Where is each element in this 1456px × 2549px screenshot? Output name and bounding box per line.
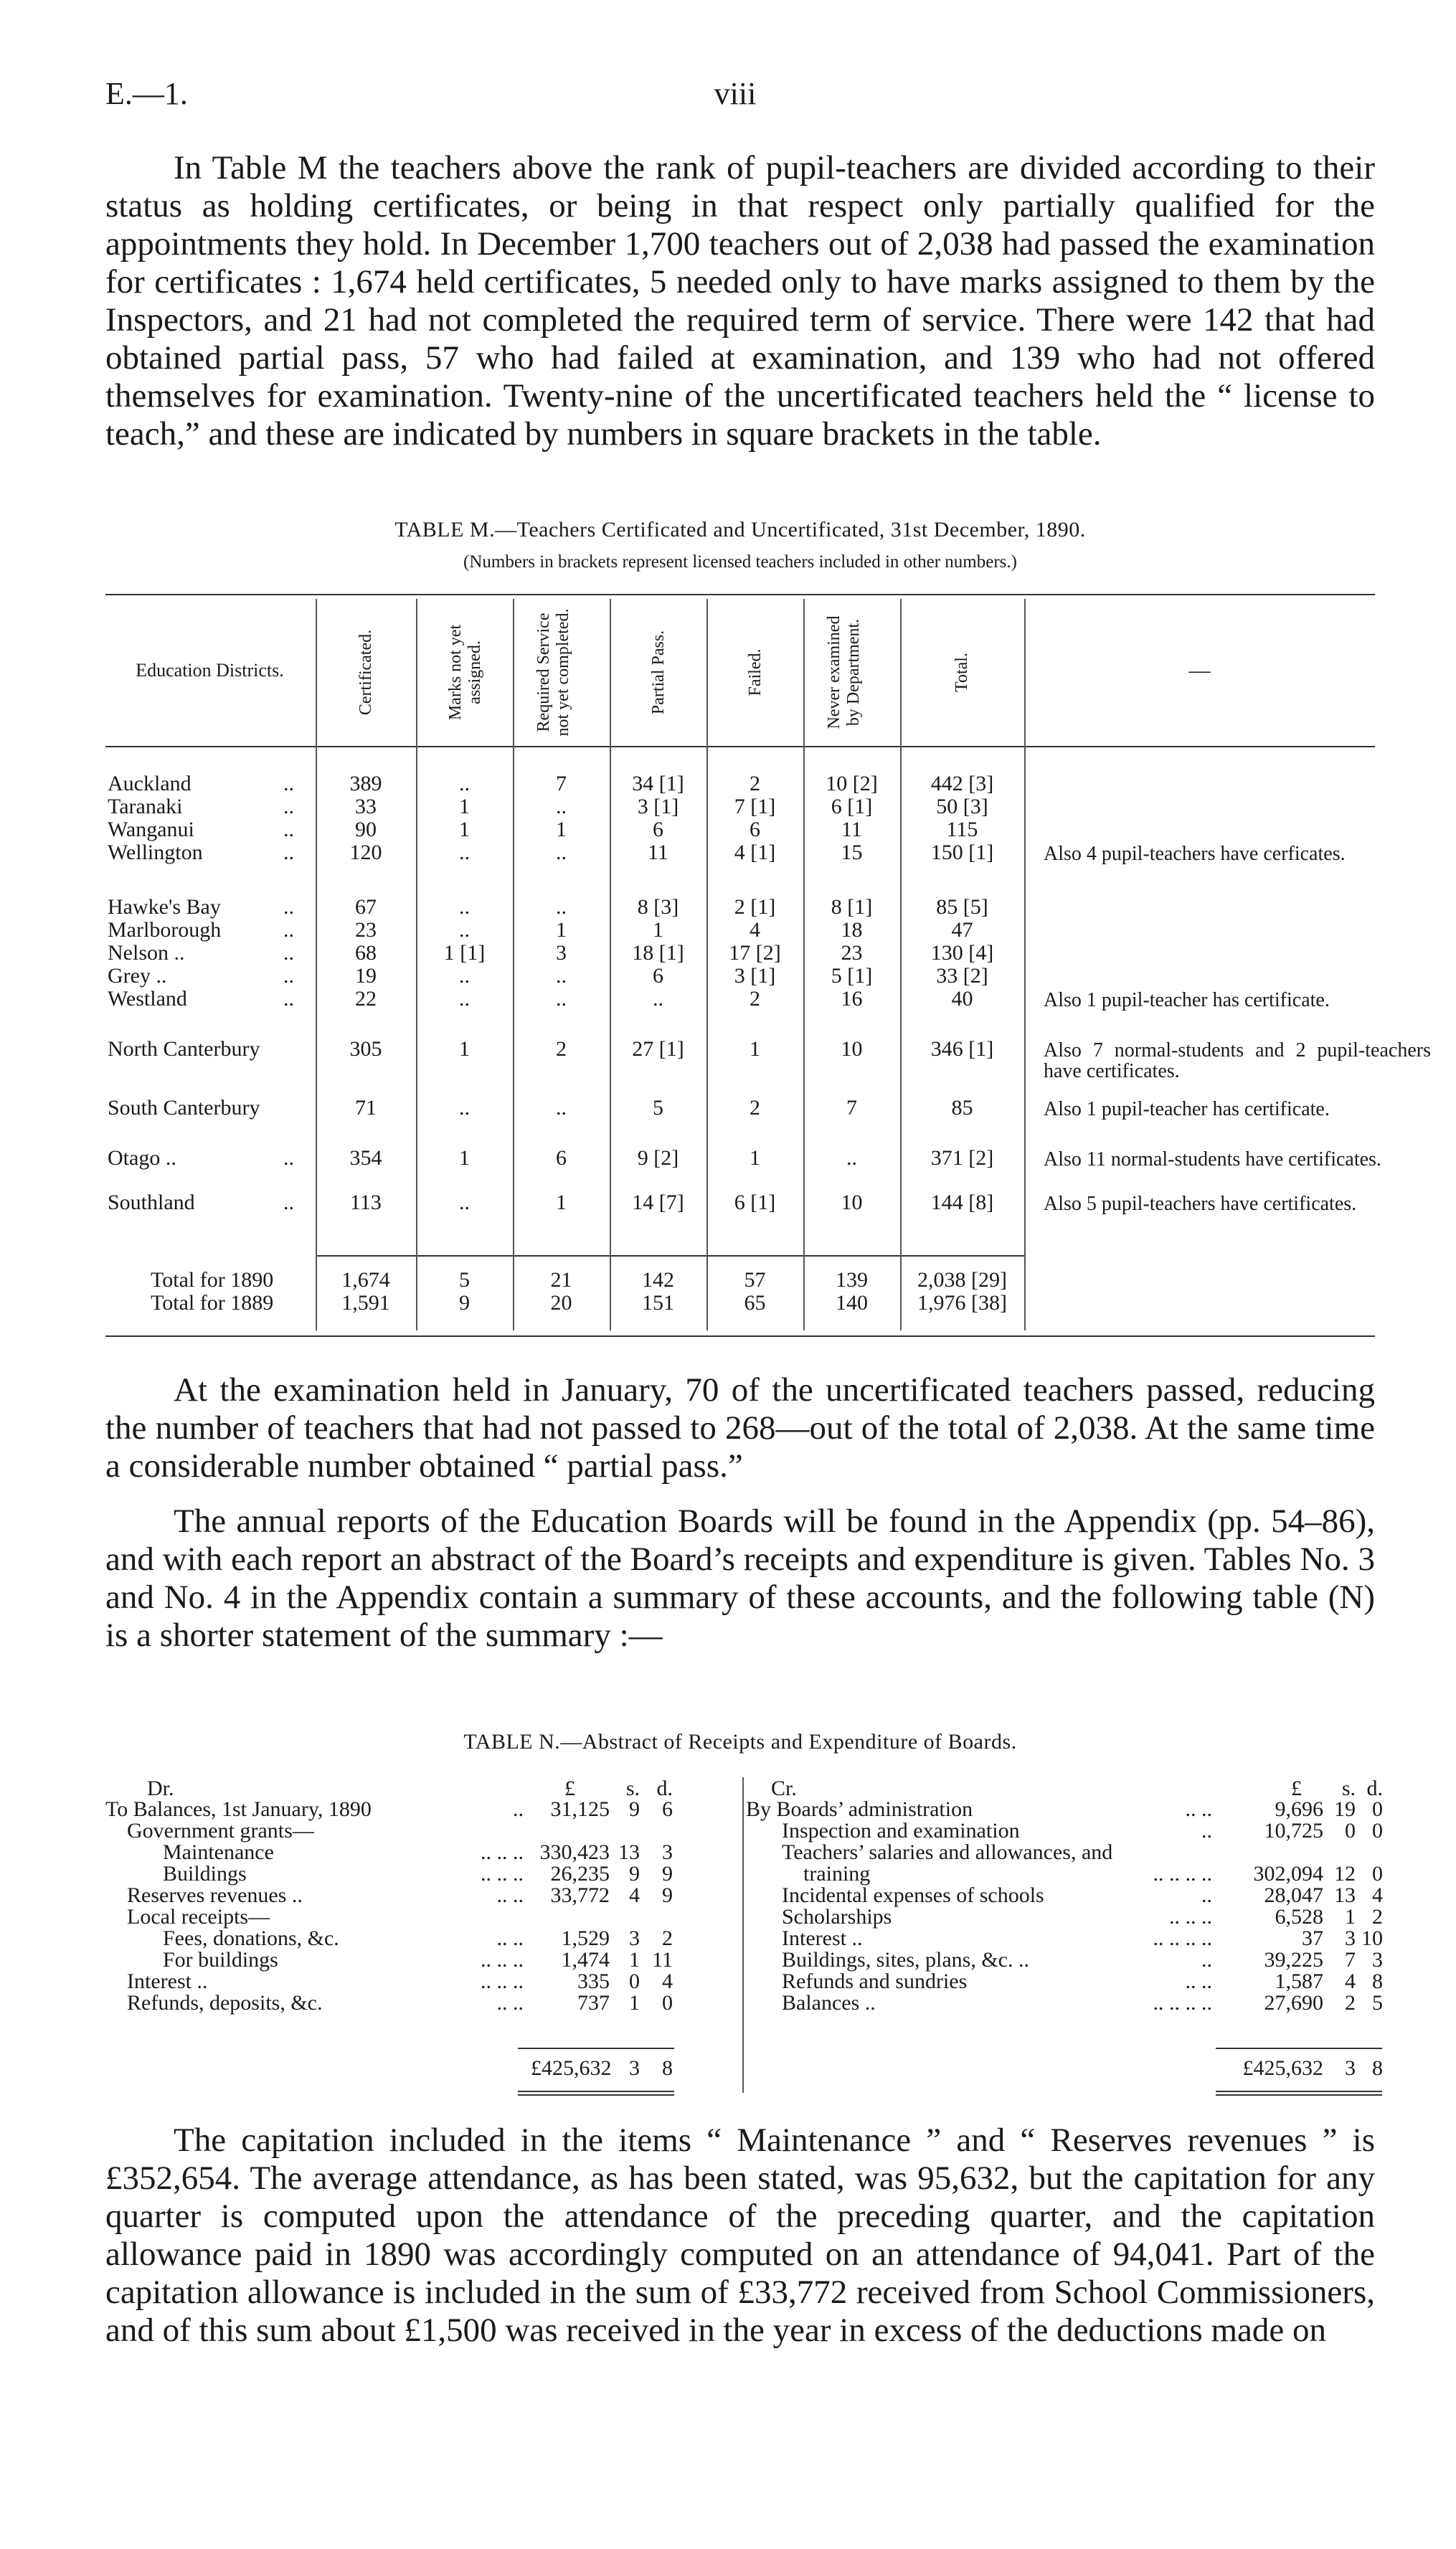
receipt-pounds: 330,423 (539, 1840, 610, 1864)
expenditure-pounds: 10,725 (1264, 1819, 1323, 1843)
cell-partial: .. (653, 987, 663, 1011)
remarks-note: Also 5 pupil-teachers have certificates. (1044, 1193, 1357, 1215)
cell-never: 10 [2] (826, 772, 878, 795)
expenditure-pence: 0 (1372, 1862, 1383, 1886)
expenditure-label: Inspection and examination (782, 1819, 1020, 1843)
total-cert: 1,674 (341, 1268, 390, 1292)
cell-serv: .. (556, 1096, 567, 1120)
cell-total: 47 (951, 918, 973, 942)
cell-never: 5 [1] (831, 964, 873, 988)
cell-total: 130 [4] (930, 941, 994, 965)
leader-dots: .. (283, 772, 294, 795)
receipt-shillings: 1 (629, 1948, 640, 1972)
total-total: 1,976 [38] (917, 1291, 1007, 1315)
receipt-label: Refunds, deposits, &c. (127, 1991, 323, 2015)
cell-partial: 18 [1] (632, 941, 684, 965)
remarks-note: Also 7 normal-students and 2 pupil-teachers have certificates. (1044, 1039, 1431, 1082)
paragraph-text: The capitation included in the items “ Maintenance ” and “ Reserves revenues ” is £352,654. The average attendance, as has been stated, was 95,632, but the capitation for any quarter is computed upon the attendance of the preceding quarter, and the capitation allowance paid in 1890 was accordingly computed on an attendance of 94,041. Part of the capitation allowance is included in the sum of £33,772 received from School Commissioners, and of this sum about £1,500 was received in the year in excess of the deductions made on (105, 2122, 1375, 2349)
sum-rule (1216, 2094, 1382, 2096)
leader-dots: .. (283, 941, 294, 965)
cell-serv: 1 (556, 918, 567, 942)
expenditure-shillings: 3 (1345, 1926, 1356, 1950)
total-partial: 142 (642, 1268, 674, 1292)
table-rule (105, 1335, 1375, 1337)
cell-never: 10 (841, 1191, 863, 1214)
sum-rule (518, 2094, 674, 2096)
district-column-header: Education Districts. (136, 660, 284, 681)
sum-rule (1216, 2048, 1382, 2049)
expenditure-label: Buildings, sites, plans, &c. .. (782, 1948, 1029, 1972)
cell-cert: 71 (355, 1096, 377, 1120)
cell-failed: 2 [1] (734, 895, 776, 919)
cell-total: 115 (946, 818, 978, 841)
sum-rule (1216, 2091, 1382, 2092)
cell-total: 150 [1] (930, 841, 994, 864)
total-serv: 20 (550, 1291, 572, 1315)
cell-never: 6 [1] (831, 795, 873, 818)
leader-dots: .. (283, 918, 294, 942)
right-total-pence: 8 (1372, 2056, 1383, 2080)
remarks-note: Also 1 pupil-teacher has certificate. (1044, 1098, 1330, 1120)
expenditure-pounds: 9,696 (1275, 1797, 1323, 1821)
total-failed: 65 (744, 1291, 766, 1315)
cell-failed: 2 (750, 772, 760, 795)
receipt-pence: 9 (662, 1883, 673, 1907)
receipt-pounds: 31,125 (550, 1797, 610, 1821)
expenditure-shillings: 4 (1345, 1969, 1356, 1993)
cell-total: 85 [5] (936, 895, 988, 919)
leader-dots: .. (1201, 1948, 1212, 1972)
leader-dots: .. (283, 795, 294, 818)
expenditure-pence: 0 (1372, 1797, 1383, 1821)
leader-dots: .. .. .. (481, 1862, 524, 1886)
cell-total: 85 (951, 1096, 973, 1120)
expenditure-pounds: 27,690 (1264, 1991, 1323, 2015)
total-serv: 21 (550, 1268, 572, 1292)
paragraph-examination (105, 1371, 1375, 1485)
cell-marks: 1 [1] (443, 941, 486, 965)
page-reference: E.—1. (105, 76, 188, 111)
table-m-caption: TABLE M.—Teachers Certificated and Uncertificated, 31st December, 1890. (394, 518, 1086, 542)
pounds-header-left: £ (564, 1777, 575, 1800)
leader-dots: .. .. (496, 1991, 524, 2015)
district-name: Marlborough (108, 918, 222, 942)
cell-marks: .. (459, 1191, 470, 1214)
expenditure-label: Balances .. (782, 1991, 876, 2015)
leader-dots: .. (1201, 1883, 1212, 1907)
expenditure-pounds: 28,047 (1264, 1883, 1323, 1907)
receipt-label: Interest .. (127, 1969, 208, 1993)
expenditure-pence: 10 (1361, 1926, 1383, 1950)
pounds-header-right: £ (1291, 1777, 1302, 1800)
leader-dots: .. .. .. (481, 1948, 524, 1972)
cell-failed: 6 (750, 818, 760, 841)
table-col-divider (316, 599, 317, 1330)
expenditure-pence: 5 (1372, 1991, 1383, 2015)
cell-partial: 8 [3] (637, 895, 679, 919)
cell-total: 144 [8] (930, 1191, 994, 1214)
cell-marks: 1 (459, 1037, 470, 1061)
district-name: South Canterbury (108, 1096, 260, 1120)
cell-never: .. (846, 1146, 857, 1170)
cell-cert: 22 (355, 987, 377, 1011)
cell-marks: 1 (459, 818, 470, 841)
cell-marks: .. (459, 1096, 470, 1120)
left-total-shillings: 3 (629, 2056, 640, 2080)
receipt-label: To Balances, 1st January, 1890 (105, 1797, 372, 1821)
receipt-shillings: 1 (629, 1991, 640, 2015)
cell-never: 10 (841, 1037, 863, 1061)
cell-serv: 1 (556, 818, 567, 841)
remarks-note: Also 11 normal-students have certificates. (1044, 1148, 1381, 1171)
table-col-divider (513, 599, 514, 1330)
cell-partial: 34 [1] (632, 772, 684, 795)
table-col-divider (900, 599, 902, 1330)
receipt-shillings: 0 (629, 1969, 640, 1993)
total-marks: 5 (459, 1268, 470, 1292)
table-col-divider (416, 599, 417, 1330)
cell-partial: 9 [2] (637, 1146, 679, 1170)
receipt-shillings: 3 (629, 1926, 640, 1950)
cell-failed: 1 (750, 1037, 760, 1061)
leader-dots: .. .. .. (1169, 1905, 1212, 1929)
left-total-pence: 8 (662, 2056, 673, 2080)
cell-never: 8 [1] (831, 895, 873, 919)
receipt-pence: 2 (662, 1926, 673, 1950)
receipt-shillings: 13 (618, 1840, 640, 1864)
district-name: Grey .. (108, 964, 167, 988)
leader-dots: .. (283, 1146, 294, 1170)
cell-partial: 5 (653, 1096, 663, 1120)
paragraph-text: At the examination held in January, 70 of the uncertificated teachers passed, reducing the number of teachers that had not passed to 268—out of the total of 2,038. At the same time a considerable number obtained “ partial pass.” (105, 1371, 1375, 1485)
total-never: 140 (836, 1291, 868, 1315)
leader-dots: .. (283, 841, 294, 864)
expenditure-label: Scholarships (782, 1905, 892, 1929)
cell-never: 7 (846, 1096, 857, 1120)
cell-partial: 6 (653, 818, 663, 841)
district-name: Wellington (108, 841, 203, 864)
expenditure-shillings: 0 (1345, 1819, 1356, 1843)
cell-failed: 17 [2] (729, 941, 781, 965)
receipt-shillings: 4 (629, 1883, 640, 1907)
col-header-partial-pass: Partial Pass. (649, 630, 668, 715)
expenditure-pounds: 302,094 (1253, 1862, 1323, 1886)
leader-dots: .. .. .. .. (1153, 1991, 1212, 2015)
cell-cert: 23 (355, 918, 377, 942)
cell-marks: .. (459, 895, 470, 919)
cell-marks: .. (459, 987, 470, 1011)
cell-marks: .. (459, 772, 470, 795)
expenditure-label: Incidental expenses of schools (782, 1883, 1044, 1907)
cell-serv: 3 (556, 941, 567, 965)
district-name: Otago .. (108, 1146, 176, 1170)
receipt-pence: 3 (662, 1840, 673, 1864)
expenditure-shillings: 1 (1345, 1905, 1356, 1929)
receipt-shillings: 9 (629, 1862, 640, 1886)
expenditure-label: Teachers’ salaries and allowances, and (782, 1840, 1113, 1864)
page-number: viii (714, 76, 757, 111)
expenditure-pence: 4 (1372, 1883, 1383, 1907)
cell-serv: 2 (556, 1037, 567, 1061)
expenditure-pence: 0 (1372, 1819, 1383, 1843)
cell-total: 33 [2] (936, 964, 988, 988)
cell-failed: 6 [1] (734, 1191, 776, 1214)
expenditure-shillings: 13 (1334, 1883, 1356, 1907)
pence-header-right: d. (1366, 1777, 1383, 1800)
cell-partial: 14 [7] (632, 1191, 684, 1214)
col-header-failed: Failed. (746, 648, 765, 696)
table-col-divider (1024, 599, 1026, 1330)
cell-serv: 7 (556, 772, 567, 795)
cell-never: 11 (841, 818, 862, 841)
cell-never: 16 (841, 987, 863, 1011)
cell-partial: 3 [1] (637, 795, 679, 818)
cell-failed: 4 (750, 918, 760, 942)
cell-serv: 1 (556, 1191, 567, 1214)
cell-cert: 90 (355, 818, 377, 841)
leader-dots: .. .. (496, 1926, 524, 1950)
district-name: Nelson .. (108, 941, 185, 965)
leader-dots: .. (283, 818, 294, 841)
cell-serv: .. (556, 987, 567, 1011)
cell-cert: 68 (355, 941, 377, 965)
cell-cert: 19 (355, 964, 377, 988)
receipt-pounds: 1,474 (561, 1948, 610, 1972)
cell-partial: 6 (653, 964, 663, 988)
expenditure-pounds: 37 (1302, 1926, 1323, 1950)
dr-label: Dr. (147, 1777, 174, 1800)
cell-cert: 67 (355, 895, 377, 919)
table-col-divider (803, 599, 805, 1330)
receipt-pounds: 26,235 (550, 1862, 610, 1886)
receipt-pounds: 33,772 (550, 1883, 610, 1907)
shillings-header-right: s. (1341, 1777, 1356, 1800)
receipt-label: Maintenance (163, 1840, 274, 1864)
cell-cert: 113 (350, 1191, 382, 1214)
col-header-service-not-completed: Required Service not yet completed. (534, 608, 572, 737)
cell-failed: 2 (750, 1096, 760, 1120)
cell-cert: 33 (355, 795, 377, 818)
expenditure-shillings: 19 (1334, 1797, 1356, 1821)
expenditure-pounds: 1,587 (1275, 1969, 1323, 1993)
cell-serv: .. (556, 795, 567, 818)
expenditure-label: training (803, 1862, 871, 1886)
cell-serv: .. (556, 964, 567, 988)
receipt-pence: 9 (662, 1862, 673, 1886)
total-partial: 151 (642, 1291, 674, 1315)
sum-rule (518, 2091, 674, 2092)
receipt-pounds: 335 (577, 1969, 610, 1993)
right-total-shillings: 3 (1345, 2056, 1356, 2080)
leader-dots: .. .. (1185, 1969, 1212, 1993)
cell-total: 50 [3] (936, 795, 988, 818)
receipt-label: Government grants— (127, 1819, 314, 1843)
table-rule (105, 746, 1375, 747)
cell-cert: 120 (349, 841, 382, 864)
expenditure-pence: 8 (1372, 1969, 1383, 1993)
district-name: Auckland (108, 772, 192, 795)
cell-serv: 6 (556, 1146, 567, 1170)
cell-never: 18 (841, 918, 863, 942)
cell-cert: 389 (349, 772, 382, 795)
cell-partial: 1 (653, 918, 663, 942)
cell-marks: 1 (459, 795, 470, 818)
leader-dots: .. (283, 964, 294, 988)
receipt-label: Fees, donations, &c. (163, 1926, 339, 1950)
expenditure-shillings: 7 (1345, 1948, 1356, 1972)
leader-dots: .. .. .. .. (1153, 1926, 1212, 1950)
total-label: Total for 1890 (151, 1268, 274, 1292)
receipt-pence: 11 (652, 1948, 673, 1972)
receipt-label: Buildings (163, 1862, 247, 1886)
total-cert: 1,591 (341, 1291, 390, 1315)
expenditure-pence: 2 (1372, 1905, 1383, 1929)
remarks-note: Also 4 pupil-teachers have cerficates. (1044, 843, 1346, 865)
receipt-pounds: 1,529 (561, 1926, 610, 1950)
table-rule (316, 1255, 1024, 1257)
expenditure-label: Interest .. (782, 1926, 863, 1950)
receipt-pence: 0 (662, 1991, 673, 2015)
leader-dots: .. (1201, 1819, 1212, 1843)
leader-dots: .. (283, 987, 294, 1011)
cell-total: 40 (951, 987, 973, 1011)
leader-dots: .. (283, 1191, 294, 1214)
leader-dots: .. (513, 1797, 524, 1821)
col-header-never-examined: Never examined by Department. (825, 615, 863, 729)
col-header-remarks: — (1188, 658, 1211, 682)
cell-marks: .. (459, 964, 470, 988)
total-failed: 57 (744, 1268, 766, 1292)
right-total-pounds: £425,632 (1242, 2056, 1323, 2080)
total-never: 139 (836, 1268, 868, 1292)
expenditure-label: By Boards’ administration (746, 1797, 973, 1821)
table-col-divider (706, 599, 708, 1330)
expenditure-pounds: 39,225 (1264, 1948, 1323, 1972)
cell-marks: .. (459, 841, 470, 864)
cell-marks: .. (459, 918, 470, 942)
table-m-subcaption: (Numbers in brackets represent licensed teachers included in other numbers.) (463, 552, 1017, 572)
shillings-header-left: s. (625, 1777, 640, 1800)
cell-failed: 4 [1] (734, 841, 776, 864)
cell-total: 346 [1] (930, 1037, 994, 1061)
receipt-label: Reserves revenues .. (127, 1883, 303, 1907)
receipt-pounds: 737 (577, 1991, 610, 2015)
leader-dots: .. .. (1185, 1797, 1212, 1821)
receipt-pence: 6 (662, 1797, 673, 1821)
paragraph-capitation (105, 2122, 1375, 2350)
cell-failed: 3 [1] (734, 964, 776, 988)
cell-cert: 305 (349, 1037, 382, 1061)
remarks-note: Also 1 pupil-teacher has certificate. (1044, 989, 1330, 1011)
receipt-pence: 4 (662, 1969, 673, 1993)
cell-never: 15 (841, 841, 863, 864)
left-total-pounds: £425,632 (531, 2056, 612, 2080)
total-total: 2,038 [29] (917, 1268, 1007, 1292)
cell-total: 371 [2] (930, 1146, 994, 1170)
total-marks: 9 (459, 1291, 470, 1315)
cell-failed: 2 (750, 987, 760, 1011)
sum-rule (518, 2048, 674, 2049)
pence-header-left: d. (656, 1777, 673, 1800)
cell-partial: 27 [1] (632, 1037, 684, 1061)
expenditure-label: Refunds and sundries (782, 1969, 968, 1993)
expenditure-shillings: 12 (1334, 1862, 1356, 1886)
district-name: Taranaki (108, 795, 183, 818)
receipt-shillings: 9 (629, 1797, 640, 1821)
leader-dots: .. (283, 895, 294, 919)
col-header-total: Total. (952, 653, 971, 692)
table-n-caption: TABLE N.—Abstract of Receipts and Expenditure of Boards. (463, 1730, 1017, 1754)
paragraph-text: In Table M the teachers above the rank of pupil-teachers are divided according to their status as holding certificates, or being in that respect only partially qualified for the appointments they hold. In December 1,700 teachers out of 2,038 had passed the examination for certificates : 1,674 held certificates, 5 needed only to have marks assigned to them by the Inspectors, and 21 had not completed the required term of service. There were 142 that had obtained partial pass, 57 who had failed at examination, and 139 who had not offered themselves for examination. Twenty-nine of the uncertificated teachers held the “ license to teach,” and these are indicated by numbers in square brackets in the table. (105, 149, 1375, 453)
cr-label: Cr. (771, 1777, 797, 1800)
expenditure-shillings: 2 (1345, 1991, 1356, 2015)
leader-dots: .. .. .. (481, 1840, 524, 1864)
leader-dots: .. .. .. (481, 1969, 524, 1993)
receipt-label: Local receipts— (127, 1905, 270, 1929)
cell-never: 23 (841, 941, 863, 965)
paragraph-text: The annual reports of the Education Boards will be found in the Appendix (pp. 54–86), and with each report an abstract of the Board’s receipts and expenditure is given. Tables No. 3 and No. 4 in the Appendix contain a summary of these accounts, and the following table (N) is a shorter statement of the summary :— (105, 1503, 1375, 1654)
cell-serv: .. (556, 895, 567, 919)
receipt-label: For buildings (163, 1948, 278, 1972)
expenditure-pounds: 6,528 (1275, 1905, 1323, 1929)
table-rule (105, 594, 1375, 595)
district-name: North Canterbury (108, 1037, 260, 1061)
district-name: Westland (108, 987, 187, 1011)
cell-serv: .. (556, 841, 567, 864)
total-label: Total for 1889 (151, 1291, 274, 1315)
cell-cert: 354 (349, 1146, 382, 1170)
cell-total: 442 [3] (930, 772, 994, 795)
cell-failed: 1 (750, 1146, 760, 1170)
cell-failed: 7 [1] (734, 795, 776, 818)
col-header-certificated: Certificated. (356, 629, 375, 716)
cell-marks: 1 (459, 1146, 470, 1170)
cell-partial: 11 (648, 841, 668, 864)
leader-dots: .. .. (496, 1883, 524, 1907)
district-name: Wanganui (108, 818, 194, 841)
district-name: Southland (108, 1191, 195, 1214)
paragraph-annual-reports (105, 1503, 1375, 1655)
col-header-marks-not-assigned: Marks not yet assigned. (446, 624, 484, 721)
table-col-divider (610, 599, 611, 1330)
expenditure-pence: 3 (1372, 1948, 1383, 1972)
table-n-divider (742, 1777, 744, 2093)
leader-dots: .. .. .. .. (1153, 1862, 1212, 1886)
district-name: Hawke's Bay (108, 895, 221, 919)
paragraph-table-m-intro (105, 149, 1375, 453)
